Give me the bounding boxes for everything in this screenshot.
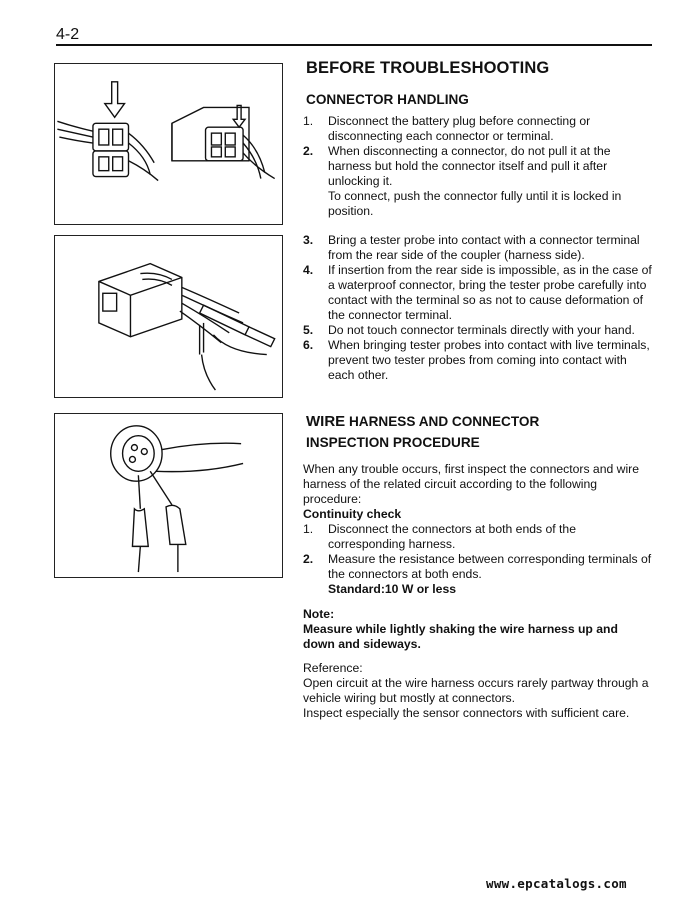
list-item: 1. Disconnect the connectors at both ends of the corresponding harness. [303,522,576,551]
list-item: 6. When bringing tester probes into contact with live terminals, prevent two tester probes from coming into contact with each other. [303,338,650,382]
list-item: 3. Bring a tester probe into contact with a connector terminal from the rear side of the coupler (harness side). [303,233,640,262]
figure-continuity-check [54,413,283,578]
standard-value: Standard:10 W or less [328,582,457,596]
tester-probe-list [303,233,653,383]
connector-handling-list [303,114,653,219]
connector-disconnect-illustration [55,64,282,224]
connector-handling-heading: CONNECTOR HANDLING [306,92,469,107]
figure-tester-probe-rear [54,235,283,398]
inspection-heading: WIRE HARNESS AND CONNECTOR INSPECTION PROCEDURE [306,413,540,450]
note-label: Note: [303,607,335,621]
footer-url: www.epcatalogs.com [486,876,627,891]
page-title: BEFORE TROUBLESHOOTING [306,59,550,77]
reference-text: Open circuit at the wire harness occurs rarely partway through a vehicle wiring but mostly at connectors. [303,676,649,705]
note-text: Measure while lightly shaking the wire harness up and down and sideways. [303,622,618,651]
continuity-check-illustration [55,414,282,577]
reference-label: Reference: [303,661,363,675]
continuity-heading: Continuity check [303,507,402,521]
tester-probe-illustration [55,236,282,397]
list-item: 2. When disconnecting a connector, do not pull it at the harness but hold the connector itself and pull it after unlocking it. To connect, push the connector fully until it is locked in position. [303,144,622,218]
header-rule [56,44,652,46]
list-item: 5. Do not touch connector terminals directly with your hand. [303,323,635,337]
reference-text-2: Inspect especially the sensor connectors with sufficient care. [303,706,630,720]
figure-connector-disconnect [54,63,283,225]
list-item: 4. If insertion from the rear side is impossible, as in the case of a waterproof connector, bring the tester probe carefully into contact with the terminal so as not to cause deformation of the connector terminal. [303,263,652,322]
list-item: 2. Measure the resistance between corresponding terminals of the connectors at both ends. Standard:10 W or less [303,552,652,596]
list-item: 1. Disconnect the battery plug before connecting or disconnecting each connector or terminal. [303,114,591,143]
page-number: 4-2 [56,26,80,43]
inspection-body [303,462,653,721]
inspection-intro: When any trouble occurs, first inspect the connectors and wire harness of the related circuit according to the following procedure: [303,462,639,506]
